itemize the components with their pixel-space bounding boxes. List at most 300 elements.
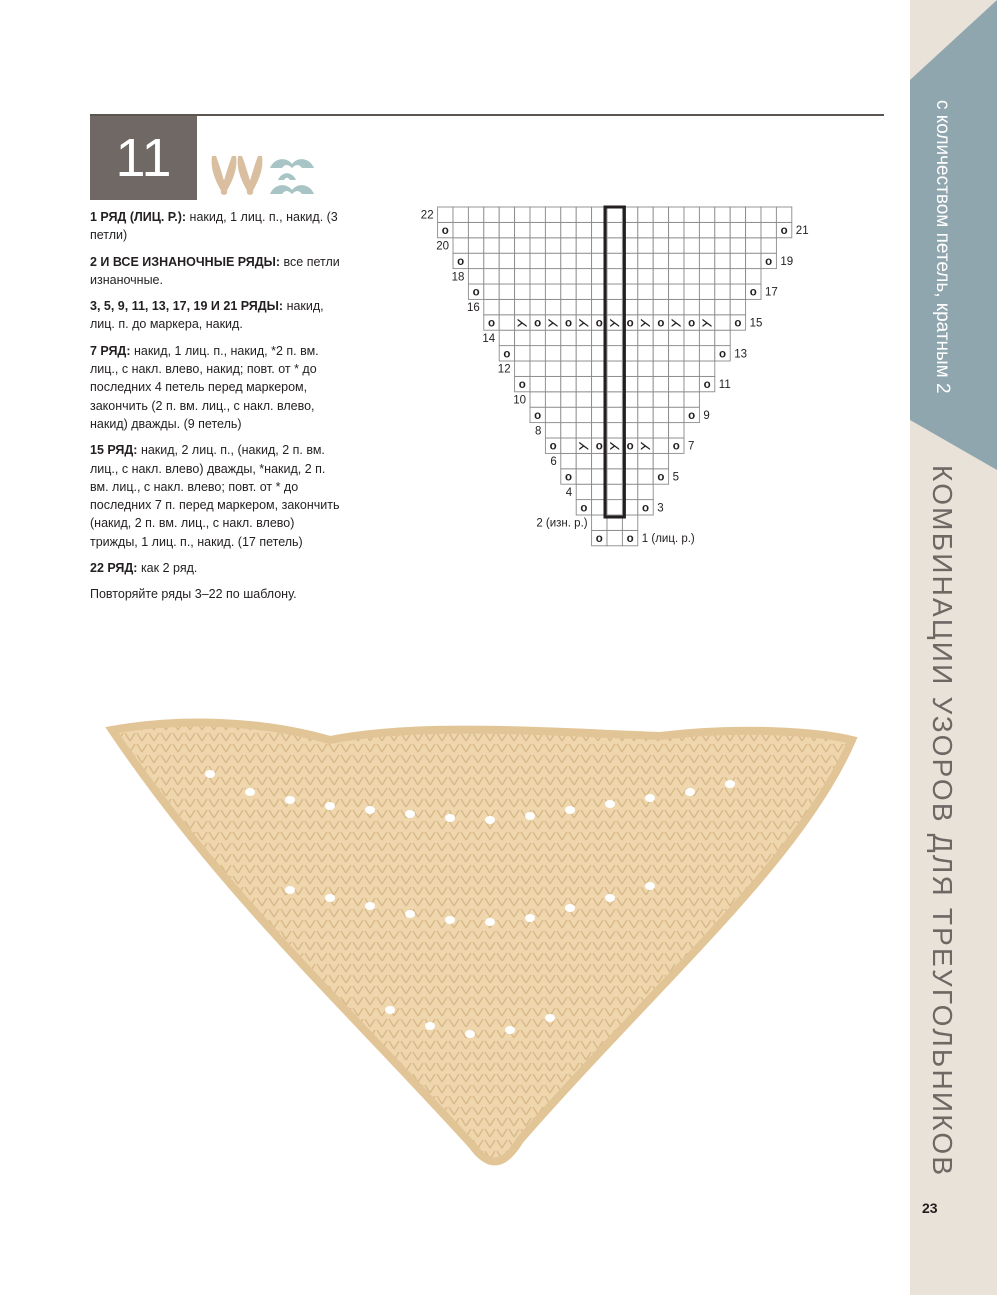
chart-row-label: 10 (513, 394, 526, 407)
chart-cell (684, 238, 699, 253)
yarn-over-symbol: o (672, 440, 680, 453)
chart-cell (699, 222, 714, 237)
chart-row-label: 14 (482, 332, 496, 345)
instruction-text: накид, 1 лиц. п., накид, *2 п. вм. лиц., с накл. влево, накид; повт. от * до последних 4 петель перед маркером, закончить (2 п. вм. лиц., с накл. влево, накид) дважды. (9 петель) (90, 343, 319, 431)
chart-cell (715, 238, 730, 253)
yarn-over-symbol: o (626, 440, 634, 453)
chart-cell (499, 238, 514, 253)
chart-cell (576, 361, 591, 376)
instruction-text: все петли изнаночные. (90, 254, 340, 287)
chart-row-label: 18 (451, 271, 465, 284)
k2tog-symbol: ⋋ (670, 317, 683, 330)
yarn-over-symbol: o (457, 255, 465, 268)
knitted-swatch-photo (100, 710, 860, 1180)
chart-row-label: 19 (780, 255, 794, 268)
chart-cell (607, 269, 622, 284)
yarn-over-symbol: o (595, 533, 603, 546)
chart-cell (484, 269, 499, 284)
chart-cell (530, 238, 545, 253)
instruction-paragraph (90, 441, 340, 551)
chart-cell (499, 253, 514, 268)
yarn-over-symbol: o (641, 502, 650, 515)
chart-cell (684, 346, 699, 361)
chart-cell (530, 346, 545, 361)
chart-cell (515, 253, 530, 268)
chart-cell (638, 269, 653, 284)
chart-cell (545, 330, 560, 345)
chart-cell (545, 253, 560, 268)
chart-cell (607, 284, 622, 299)
chart-cell (669, 207, 684, 222)
chart-cell (715, 207, 730, 222)
chart-cell (561, 222, 576, 237)
chart-row-label: 3 (657, 502, 664, 515)
chart-cell (515, 284, 530, 299)
chart-cell (653, 207, 668, 222)
chart-cell (561, 453, 576, 468)
chart-cell (499, 269, 514, 284)
chart-cell (607, 423, 622, 438)
chart-cell (653, 361, 668, 376)
yarn-over-symbol: o (749, 286, 757, 299)
chart-cell (715, 284, 730, 299)
chart-cell (653, 269, 668, 284)
chart-cell (607, 330, 622, 345)
chart-cell (530, 253, 545, 268)
instruction-label: 15 РЯД: (90, 443, 138, 458)
chart-cell (530, 207, 545, 222)
k2tog-symbol: ⋋ (608, 440, 621, 453)
chart-cell (699, 269, 714, 284)
chart-cell (607, 253, 622, 268)
chart-cell (530, 376, 545, 391)
chart-cell (530, 284, 545, 299)
chart-row-label: 11 (718, 379, 731, 392)
chart-cell (699, 299, 714, 314)
chart-cell (468, 222, 483, 237)
instruction-text: Повторяйте ряды 3–22 по шаблону. (90, 587, 297, 602)
instruction-paragraph (90, 585, 340, 603)
side-triangle (910, 0, 997, 470)
chart-cell (746, 253, 761, 268)
chart-cell (545, 392, 560, 407)
chart-cell (515, 346, 530, 361)
instruction-text: как 2 ряд. (137, 561, 198, 576)
chart-cell (730, 299, 745, 314)
yarn-over-symbol: o (595, 440, 603, 453)
instruction-label: 3, 5, 9, 11, 13, 17, 19 И 21 РЯДЫ: (90, 299, 284, 314)
chart-cell (468, 238, 483, 253)
chart-row-label: 22 (420, 209, 434, 222)
chart-cell (699, 253, 714, 268)
chart-cell (561, 330, 576, 345)
chart-cell (715, 222, 730, 237)
chart-cell (638, 392, 653, 407)
chart-cell (576, 269, 591, 284)
yarn-over-symbol: o (580, 502, 588, 515)
instruction-text: накид, лиц. п. до маркера, накид. (90, 299, 324, 332)
instruction-paragraph (90, 253, 340, 290)
yarn-over-symbol: o (595, 317, 603, 330)
chart-cell (638, 361, 653, 376)
chart-cell (669, 407, 684, 422)
chart-cell (545, 238, 560, 253)
page-number: 23 (922, 1200, 938, 1216)
chart-cell (607, 484, 622, 499)
instruction-label: 1 РЯД (ЛИЦ. Р.): (90, 210, 187, 224)
chart-cell (607, 361, 622, 376)
chart-cell (545, 299, 560, 314)
chart-cell (607, 346, 622, 361)
chart-row-label: 6 (550, 456, 557, 469)
chart-cell (638, 484, 653, 499)
chart-cell (669, 284, 684, 299)
chart-cell (653, 299, 668, 314)
yarn-over-symbol: o (765, 255, 773, 268)
chart-cell (607, 500, 622, 515)
chart-cell (669, 253, 684, 268)
instruction-paragraph (90, 297, 340, 334)
chart-cell (684, 392, 699, 407)
chart-cell (715, 315, 730, 330)
chart-cell (561, 269, 576, 284)
chart-cell (607, 453, 622, 468)
chart-cell (561, 376, 576, 391)
chart-cell (515, 238, 530, 253)
chart-row-label: 8 (534, 425, 542, 438)
chart-cell (684, 269, 699, 284)
chart-cell (561, 238, 576, 253)
chart-cell (653, 407, 668, 422)
k2tog-symbol: ⋋ (639, 440, 652, 453)
chart-cell (484, 207, 499, 222)
chart-cell (607, 299, 622, 314)
chart-cell (576, 469, 591, 484)
chart-cell (545, 423, 560, 438)
chart-cell (684, 376, 699, 391)
yarn-over-symbol: o (564, 317, 573, 330)
yarn-over-symbol: o (472, 286, 480, 299)
chart-cell (561, 299, 576, 314)
instruction-text: накид, 1 лиц. п., накид. (3 петли) (90, 210, 338, 243)
chart-cell (699, 238, 714, 253)
yarn-over-symbol: o (734, 317, 742, 330)
chart-cell (607, 407, 622, 422)
chart-cell (730, 253, 745, 268)
chart-cell (545, 269, 560, 284)
yarn-over-symbol: o (534, 409, 542, 422)
chart-cell (684, 207, 699, 222)
chart-cell (576, 284, 591, 299)
yarn-over-symbol: o (518, 379, 526, 392)
chart-cell (638, 407, 653, 422)
chart-cell (453, 238, 468, 253)
k2tog-symbol: ⋋ (516, 317, 529, 330)
chart-cell (638, 423, 653, 438)
instruction-label: 2 И ВСЕ ИЗНАНОЧНЫЕ РЯДЫ: (90, 254, 281, 269)
chart-cell (545, 207, 560, 222)
chart-cell (515, 299, 530, 314)
chart-cell (699, 346, 714, 361)
chart-cell (453, 222, 468, 237)
chart-cell (669, 361, 684, 376)
chart-cell (638, 330, 653, 345)
chart-cell (607, 222, 622, 237)
chart-cell (561, 361, 576, 376)
chart-cell (684, 284, 699, 299)
chart-cell (638, 453, 653, 468)
chart-cell (653, 284, 668, 299)
yarn-over-symbol: o (688, 317, 696, 330)
chart-cell (761, 207, 776, 222)
instruction-paragraph (90, 342, 340, 433)
chart-cell (638, 222, 653, 237)
chart-cell (438, 207, 453, 222)
chart-row-label: 7 (688, 440, 695, 453)
chart-cell (607, 392, 622, 407)
chart-cell (515, 207, 530, 222)
yarn-over-symbol: o (626, 317, 634, 330)
chart-cell (576, 299, 591, 314)
chart-cell (730, 284, 745, 299)
chart-cell (684, 361, 699, 376)
chart-cell (715, 330, 730, 345)
chart-cell (530, 330, 545, 345)
k2tog-symbol: ⋋ (578, 317, 590, 330)
chart-cell (576, 346, 591, 361)
chart-cell (699, 330, 714, 345)
chart-cell (638, 346, 653, 361)
k2tog-symbol: ⋋ (547, 317, 559, 330)
chart-cell (545, 346, 560, 361)
yarn-over-symbol: o (441, 225, 449, 238)
chart-cell (561, 207, 576, 222)
chart-cell (607, 469, 622, 484)
chart-cell (746, 222, 761, 237)
yarn-over-symbol: o (657, 471, 665, 484)
chart-cell (684, 253, 699, 268)
top-rule (90, 114, 884, 116)
chart-cell (530, 222, 545, 237)
chart-cell (545, 284, 560, 299)
chart-cell (576, 407, 591, 422)
chart-cell (576, 222, 591, 237)
k2tog-symbol: ⋋ (578, 440, 590, 453)
chart-cell (699, 207, 714, 222)
chart-cell (515, 222, 530, 237)
chart-cell (730, 222, 745, 237)
instructions (90, 208, 340, 612)
chart-cell (715, 253, 730, 268)
chart-cell (669, 346, 684, 361)
chart-cell (530, 269, 545, 284)
chart-cell (499, 299, 514, 314)
chart-cell (684, 330, 699, 345)
chart-row-label: 16 (467, 302, 480, 315)
yarn-over-symbol: o (657, 317, 665, 330)
chart-cell (761, 222, 776, 237)
chart-cell (515, 361, 530, 376)
yarn-over-symbol: o (534, 317, 542, 330)
chart-cell (561, 392, 576, 407)
chart-cell (561, 284, 576, 299)
chart-cell (638, 299, 653, 314)
chart-cell (669, 222, 684, 237)
chart-cell (715, 269, 730, 284)
chart-cell (484, 253, 499, 268)
instruction-label: 22 РЯД: (90, 561, 138, 576)
chart-cell (638, 238, 653, 253)
instruction-paragraph (90, 559, 340, 577)
chart-cell (515, 269, 530, 284)
chart-row-label: 21 (795, 225, 809, 238)
chart-cell (730, 238, 745, 253)
chart-cell (715, 299, 730, 314)
chart-cell (530, 299, 545, 314)
stitch-icons (208, 154, 320, 200)
chart-cell (468, 269, 483, 284)
chart-row-label: 9 (703, 409, 710, 422)
chart-cell (607, 530, 622, 545)
chart-cell (653, 222, 668, 237)
chart-cell (561, 407, 576, 422)
chart-row-label: 5 (672, 471, 680, 484)
chart-cell (653, 238, 668, 253)
purl-stitch-icon (270, 159, 314, 194)
section-subtitle: с количеством петель, кратным 2 (932, 100, 953, 394)
chart-cell (653, 346, 668, 361)
chart-cell (669, 330, 684, 345)
chart-cell (638, 469, 653, 484)
section-subtitle-box (931, 100, 953, 420)
chart-cell (607, 238, 622, 253)
chart-cell (669, 299, 684, 314)
chart-row-label: 1 (лиц. р.) (641, 533, 695, 546)
instruction-label: 7 РЯД: (90, 343, 131, 358)
chart-row-label: 2 (изн. р.) (536, 517, 588, 530)
chart-cell (468, 207, 483, 222)
chart-cell (561, 423, 576, 438)
chart-cell (638, 253, 653, 268)
chart-cell (653, 423, 668, 438)
chart-cell (730, 269, 745, 284)
chart-cell (746, 269, 761, 284)
chart-cell (684, 299, 699, 314)
chart-cell (499, 284, 514, 299)
chart-cell (638, 284, 653, 299)
chart-cell (776, 207, 791, 222)
yarn-over-symbol: o (718, 348, 727, 361)
yarn-over-symbol: o (503, 348, 511, 361)
chart-cell (484, 299, 499, 314)
chart-cell (499, 315, 514, 330)
chart-cell (653, 438, 668, 453)
chart-cell (607, 207, 622, 222)
chart-cell (669, 423, 684, 438)
yarn-over-symbol: o (626, 533, 634, 546)
chart-cell (576, 484, 591, 499)
chart-cell (545, 376, 560, 391)
yarn-over-symbol: o (564, 471, 573, 484)
instruction-text: накид, 2 лиц. п., (накид, 2 п. вм. лиц., с накл. влево) дважды, *накид, 2 п. вм. лиц., с накл. влево; повт. от * до последних 7 п. перед маркером, закончить (накид, 2 п. вм. лиц., с накл. влево) трижды, 1 лиц. п., накид. (17 петель) (90, 443, 340, 549)
chart-cell (576, 207, 591, 222)
chart-cell (515, 330, 530, 345)
chart-cell (746, 238, 761, 253)
chart-cell (453, 207, 468, 222)
chart-cell (761, 238, 776, 253)
chart-cell (684, 222, 699, 237)
chart-cell (638, 376, 653, 391)
yarn-over-symbol: o (688, 409, 696, 422)
chart-cell (561, 438, 576, 453)
chart-cell (484, 222, 499, 237)
k2tog-symbol: ⋋ (608, 317, 621, 330)
chart-row-label: 4 (565, 486, 573, 499)
yarn-over-symbol: o (549, 440, 557, 453)
chart-cell (545, 407, 560, 422)
chart-cell (561, 253, 576, 268)
chart-cell (746, 207, 761, 222)
chart-row-label: 13 (734, 348, 747, 361)
section-title: КОМБИНАЦИИ УЗОРОВ ДЛЯ ТРЕУГОЛЬНИКОВ (927, 465, 958, 1178)
chart-cell (653, 392, 668, 407)
yarn-over-symbol: o (703, 379, 711, 392)
chart-cell (730, 207, 745, 222)
pattern-number-box (90, 116, 197, 200)
chart-cell (699, 361, 714, 376)
chart-cell (669, 238, 684, 253)
pattern-number: 11 (115, 128, 172, 188)
chart-cell (561, 346, 576, 361)
chart-cell (468, 253, 483, 268)
chart-cell (484, 238, 499, 253)
chart-cell (653, 330, 668, 345)
chart-row-label: 12 (497, 363, 511, 376)
knitting-chart (410, 196, 810, 546)
chart-row-label: 17 (765, 286, 778, 299)
chart-cell (576, 238, 591, 253)
chart-cell (576, 423, 591, 438)
chart-cell (499, 222, 514, 237)
chart-row-label: 20 (436, 240, 449, 253)
chart-cell (499, 207, 514, 222)
chart-cell (545, 361, 560, 376)
yarn-over-symbol: o (780, 225, 788, 238)
chart-cell (576, 330, 591, 345)
chart-cell (653, 253, 668, 268)
chart-cell (653, 453, 668, 468)
section-title-box (924, 465, 960, 1178)
chart-cell (576, 392, 591, 407)
k2tog-symbol: ⋋ (639, 317, 652, 330)
chart-cell (576, 376, 591, 391)
chart-cell (669, 269, 684, 284)
chart-cell (576, 253, 591, 268)
chart-cell (499, 330, 514, 345)
chart-cell (638, 207, 653, 222)
chart-cell (653, 376, 668, 391)
chart-cell (484, 284, 499, 299)
yarn-over-symbol: o (487, 317, 496, 330)
chart-cell (545, 222, 560, 237)
chart-cell (530, 361, 545, 376)
chart-cell (607, 376, 622, 391)
chart-cell (699, 284, 714, 299)
chart-cell (669, 392, 684, 407)
chart-cell (669, 376, 684, 391)
chart-row-label: 15 (749, 317, 763, 330)
chart-cell (530, 392, 545, 407)
